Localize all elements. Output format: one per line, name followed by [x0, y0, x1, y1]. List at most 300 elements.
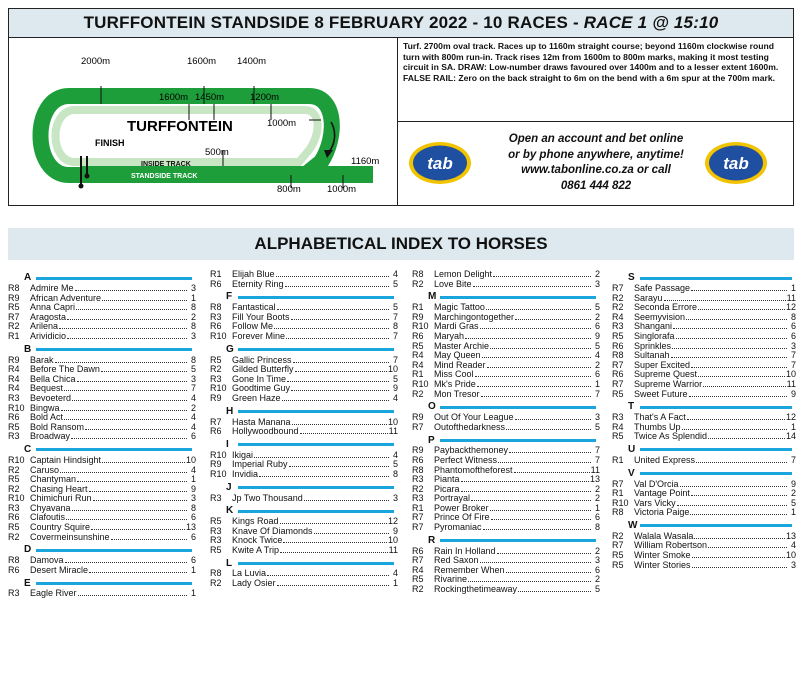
race-number: R5	[612, 559, 624, 570]
horse-number: 4	[190, 421, 196, 432]
letter-label: R	[428, 534, 436, 546]
race-number: R9	[412, 311, 424, 322]
race-number: R10	[412, 321, 429, 332]
horse-name: Safe Passage	[634, 283, 691, 293]
horse-name: Sweet Future	[634, 388, 688, 399]
dot-leader	[111, 539, 187, 540]
dot-leader	[515, 319, 591, 320]
horse-name: Supreme Quest	[634, 369, 698, 380]
race-number: R7	[612, 478, 624, 489]
dot-leader	[487, 367, 591, 368]
marker-1000-bottom: 1000m	[327, 184, 357, 195]
race-number: R8	[210, 302, 222, 313]
horse-number: 5	[594, 340, 600, 351]
horse-number: 2	[790, 488, 796, 499]
horse-row	[612, 390, 796, 400]
dot-leader	[292, 424, 387, 425]
race-number: R1	[612, 454, 624, 465]
dot-leader	[85, 429, 187, 430]
horse-name: Seconda Errore	[634, 302, 698, 313]
race-number: R8	[412, 464, 424, 475]
horse-number: 6	[790, 321, 796, 332]
tab-logo-left	[408, 140, 472, 186]
horse-number: 2	[190, 311, 196, 322]
letter-divider	[238, 486, 394, 489]
horse-number: 5	[392, 278, 398, 289]
race-number: R8	[612, 507, 624, 518]
horse-number: 3	[790, 559, 796, 570]
horse-number: 1	[190, 564, 196, 575]
horse-name: United Express	[634, 454, 696, 465]
horse-number: 11	[786, 378, 796, 389]
dot-leader	[493, 276, 591, 277]
horse-number: 13	[785, 530, 796, 541]
dot-leader	[60, 472, 187, 473]
dot-leader	[506, 572, 591, 573]
horse-name: Eternity Ring	[232, 278, 284, 289]
inside-track-label: INSIDE TRACK	[141, 161, 191, 168]
race-number: R1	[612, 488, 624, 499]
race-number: R1	[412, 302, 424, 313]
horse-number: 2	[594, 493, 600, 504]
dot-leader	[672, 348, 787, 349]
horse-name: Kwite A Trip	[232, 544, 280, 555]
horse-row	[412, 523, 600, 533]
race-number: R7	[412, 522, 424, 533]
advert-line-1: Open an account and bet online	[508, 133, 684, 145]
horse-number: 10	[387, 416, 398, 427]
horse-name: Vantage Point	[634, 488, 690, 499]
race-number: R1	[210, 269, 222, 279]
horse-number: 3	[594, 555, 600, 566]
horse-name: Maryah	[434, 330, 465, 341]
dot-leader	[282, 400, 389, 401]
letter-divider	[440, 439, 596, 442]
letter-label: C	[24, 444, 32, 456]
horse-name: Bold Ransom	[30, 421, 85, 432]
track-map	[8, 38, 398, 206]
dot-leader	[506, 429, 591, 430]
horse-number: 4	[392, 568, 398, 579]
dot-leader	[64, 419, 187, 420]
dot-leader	[671, 357, 787, 358]
race-number: R2	[8, 321, 20, 332]
dot-leader	[72, 510, 187, 511]
horse-name: Captain Hindsight	[30, 454, 102, 465]
horse-name: Portrayal	[434, 493, 471, 504]
horse-name: Chimichuri Run	[30, 493, 92, 504]
dot-leader	[664, 300, 786, 301]
letter-heading	[210, 406, 398, 418]
dot-leader	[490, 510, 591, 511]
horse-name: Gilded Butterfly	[232, 364, 294, 375]
race-number: R2	[412, 388, 424, 399]
dot-leader	[477, 386, 591, 387]
letter-divider	[640, 448, 792, 451]
horse-number: 8	[594, 522, 600, 533]
horse-number: 9	[790, 388, 796, 399]
horse-name: Imperial Ruby	[232, 459, 288, 470]
horse-number: 8	[392, 468, 398, 479]
horse-name: Seemyvision	[634, 311, 686, 322]
dot-leader	[692, 567, 787, 568]
race-number: R5	[412, 574, 424, 585]
horse-number: 8	[190, 321, 196, 332]
dot-leader	[471, 500, 591, 501]
letter-divider	[238, 410, 394, 413]
dot-leader	[277, 585, 389, 586]
horse-number: 4	[790, 540, 796, 551]
horse-name: Aragosta	[30, 311, 67, 322]
race-number: R9	[8, 292, 20, 303]
horse-number: 10	[387, 535, 398, 546]
horse-name: Rivarine	[434, 574, 468, 585]
index-column-3	[412, 270, 600, 595]
horse-name: Super Excited	[634, 359, 691, 370]
dot-leader	[65, 562, 187, 563]
race-number: R5	[412, 340, 424, 351]
horse-number: 2	[594, 311, 600, 322]
dot-leader	[480, 328, 591, 329]
race-number: R7	[612, 378, 624, 389]
race-number: R5	[612, 431, 624, 442]
letter-divider	[36, 448, 192, 451]
dot-leader	[691, 367, 787, 368]
horse-number: 9	[594, 330, 600, 341]
race-number: R4	[612, 311, 624, 322]
race-number: R3	[210, 535, 222, 546]
dot-leader	[690, 514, 787, 515]
horse-number: 6	[594, 321, 600, 332]
horse-name: Follow Me	[232, 321, 274, 332]
letter-divider	[36, 582, 192, 585]
letter-divider	[640, 524, 792, 527]
horse-number: 9	[392, 525, 398, 536]
horse-number: 2	[190, 402, 196, 413]
horse-name: Hasta Manana	[232, 416, 291, 427]
race-number: R3	[210, 525, 222, 536]
horse-number: 1	[190, 474, 196, 485]
horse-row	[412, 280, 600, 290]
letter-divider	[36, 277, 192, 280]
horse-number: 1	[790, 283, 796, 293]
horse-name: Eagle River	[30, 588, 77, 599]
letter-divider	[238, 443, 394, 446]
horse-number: 3	[594, 412, 600, 423]
race-number: R3	[210, 373, 222, 384]
horse-name: Bingwa	[30, 402, 60, 413]
dot-leader	[692, 557, 785, 558]
horse-number: 1	[790, 421, 796, 432]
race-number: R3	[612, 412, 624, 423]
horse-name: Bequest	[30, 383, 64, 394]
horse-number: 4	[190, 392, 196, 403]
letter-label: V	[628, 467, 635, 479]
dot-leader	[280, 552, 388, 553]
horse-name: Out Of Your League	[434, 412, 514, 423]
dot-leader	[468, 581, 591, 582]
horse-number: 9	[190, 483, 196, 494]
horse-number: 5	[594, 584, 600, 595]
dot-leader	[102, 462, 185, 463]
dot-leader	[101, 371, 187, 372]
horse-number: 8	[392, 321, 398, 332]
letter-label: D	[24, 544, 32, 556]
horse-number: 10	[785, 369, 796, 380]
race-number: R2	[210, 364, 222, 375]
dot-leader	[497, 553, 591, 554]
letter-heading	[210, 439, 398, 451]
horse-name: Picara	[434, 483, 460, 494]
horse-number: 1	[190, 588, 196, 599]
horse-name: William Robertson	[634, 540, 708, 551]
race-number: R7	[412, 512, 424, 523]
horse-number: 6	[594, 564, 600, 575]
horse-row	[8, 566, 196, 576]
advert-line-3[interactable]: www.tabonline.co.za or call	[521, 164, 671, 176]
letter-label: K	[226, 505, 234, 517]
dot-leader	[274, 328, 389, 329]
dot-leader	[285, 286, 389, 287]
letter-divider	[238, 562, 394, 565]
dot-leader	[461, 491, 591, 492]
dot-leader	[67, 319, 187, 320]
letter-label: S	[628, 272, 635, 284]
horse-number: 7	[594, 388, 600, 399]
horse-name: Before The Dawn	[30, 364, 100, 375]
dot-leader	[61, 410, 187, 411]
dot-leader	[498, 462, 591, 463]
index-column-1	[8, 270, 196, 599]
marker-1600-inner: 1600m	[159, 92, 189, 103]
dot-leader	[55, 362, 187, 363]
dot-leader	[461, 481, 589, 482]
horse-number: 3	[594, 278, 600, 289]
letter-label: I	[226, 438, 229, 450]
horse-number: 5	[790, 497, 796, 508]
race-number: R7	[612, 540, 624, 551]
advert-phone: 0861 444 822	[560, 179, 632, 192]
horse-name: Sprinkles	[634, 340, 672, 351]
horse-number: 7	[190, 383, 196, 394]
letter-label: U	[628, 444, 636, 456]
dot-leader	[72, 400, 187, 401]
race-number: R4	[612, 421, 624, 432]
dot-leader	[280, 523, 387, 524]
race-number: R5	[8, 474, 20, 485]
letter-label: W	[628, 520, 638, 532]
horse-number: 3	[790, 340, 796, 351]
dot-leader	[59, 328, 187, 329]
race-number: R8	[612, 350, 624, 361]
horse-name: Outofthedarkness	[434, 421, 506, 432]
horse-number: 6	[790, 330, 796, 341]
letter-divider	[238, 510, 394, 513]
dot-leader	[694, 538, 785, 539]
horse-name: Power Broker	[434, 502, 489, 513]
letter-divider	[238, 296, 394, 299]
race-number: R5	[210, 354, 222, 365]
dot-leader	[515, 419, 591, 420]
race-number: R4	[412, 564, 424, 575]
horse-number: 8	[190, 502, 196, 513]
horse-row	[210, 394, 398, 404]
horse-name: Rockingthetimeaway	[434, 584, 518, 595]
race-number: R10	[210, 330, 227, 341]
race-number: R9	[412, 445, 424, 456]
dot-leader	[66, 519, 187, 520]
marker-1200: 1200m	[250, 92, 280, 103]
horse-number: 6	[594, 369, 600, 380]
horse-name: Admire Me	[30, 283, 74, 293]
dot-leader	[696, 462, 787, 463]
horse-name: Rain In Holland	[434, 545, 496, 556]
dot-leader	[687, 419, 785, 420]
dot-leader	[518, 591, 591, 592]
horse-row	[412, 423, 600, 433]
horse-name: Shangani	[634, 321, 673, 332]
horse-number: 11	[388, 544, 398, 555]
race-number: R6	[412, 330, 424, 341]
horse-number: 6	[190, 512, 196, 523]
dot-leader	[509, 452, 591, 453]
marker-1400: 1400m	[237, 56, 267, 67]
dot-leader	[291, 319, 389, 320]
horse-number: 8	[190, 354, 196, 365]
race-number: R2	[412, 584, 424, 595]
horse-name: Perfect Witness	[434, 454, 498, 465]
race-number: R1	[412, 369, 424, 380]
race-number: R3	[8, 392, 20, 403]
horse-number: 3	[190, 283, 196, 293]
horse-row	[210, 427, 398, 437]
tab-logo-left-text: tab	[427, 154, 453, 173]
horse-name: Barak	[30, 354, 54, 365]
horse-name: Kings Road	[232, 516, 279, 527]
dot-leader	[259, 476, 389, 477]
dot-leader	[691, 495, 787, 496]
horse-row	[8, 432, 196, 442]
horse-number: 1	[190, 292, 196, 303]
horse-number: 5	[594, 421, 600, 432]
dot-leader	[475, 376, 591, 377]
horse-name: Winter Smoke	[634, 550, 691, 561]
horse-number: 6	[190, 555, 196, 566]
horse-name: Red Saxon	[434, 555, 479, 566]
horse-name: African Adventure	[30, 292, 102, 303]
dot-leader	[304, 500, 389, 501]
horse-name: Goodtime Guy	[232, 383, 291, 394]
horse-name: Arividicio	[30, 330, 67, 341]
horse-number: 7	[392, 354, 398, 365]
dot-leader	[486, 309, 591, 310]
horse-name: Marchingontogether	[434, 311, 515, 322]
horse-name: Mk's Pride	[434, 378, 476, 389]
horse-number: 2	[594, 269, 600, 279]
dot-leader	[708, 438, 785, 439]
horse-number: 2	[594, 359, 600, 370]
dot-leader	[276, 276, 389, 277]
horse-name: Mon Tresor	[434, 388, 480, 399]
race-number: R4	[8, 364, 20, 375]
race-number: R5	[8, 421, 20, 432]
dot-leader	[75, 290, 187, 291]
letter-divider	[440, 539, 596, 542]
horse-number: 7	[790, 359, 796, 370]
horse-row	[612, 561, 796, 571]
horse-name: Caruso	[30, 464, 60, 475]
horse-name: Knave Of Diamonds	[232, 525, 313, 536]
race-number: R7	[412, 421, 424, 432]
race-number: R8	[412, 269, 424, 279]
horse-name: Chyavana	[30, 502, 71, 513]
race-number: R6	[8, 412, 20, 423]
letter-label: H	[226, 405, 234, 417]
page-header	[8, 8, 794, 38]
race-number: R7	[612, 283, 624, 293]
race-number: R6	[8, 512, 20, 523]
horse-number: 4	[392, 269, 398, 279]
letter-label: A	[24, 272, 32, 284]
letter-divider	[640, 277, 792, 280]
race-number: R4	[412, 359, 424, 370]
dot-leader	[481, 396, 591, 397]
horse-name: Fill Your Boots	[232, 311, 290, 322]
horse-name: Desert Miracle	[30, 564, 89, 575]
horse-name: Arilena	[30, 321, 59, 332]
horse-number: 9	[392, 383, 398, 394]
horse-number: 12	[785, 302, 796, 313]
race-number: R2	[412, 278, 424, 289]
horse-number: 13	[589, 474, 600, 485]
horse-number: 5	[392, 373, 398, 384]
horse-name: Invidia	[232, 468, 259, 479]
dot-leader	[77, 481, 187, 482]
dot-leader	[490, 348, 591, 349]
index-title: ALPHABETICAL INDEX TO HORSES	[8, 228, 794, 260]
horse-name: Winter Stories	[634, 559, 691, 570]
race-number: R5	[210, 516, 222, 527]
horse-name: Bella Chica	[30, 373, 76, 384]
dot-leader	[676, 338, 787, 339]
horse-number: 1	[392, 578, 398, 589]
race-number: R3	[8, 502, 20, 513]
horse-number: 1	[594, 378, 600, 389]
horse-name: Chantyman	[30, 474, 77, 485]
horse-row	[210, 280, 398, 290]
horse-name: Vars Vicky	[634, 497, 676, 508]
race-number: R7	[412, 555, 424, 566]
horse-name: Jp Two Thousand	[232, 492, 303, 503]
horse-number: 3	[392, 492, 398, 503]
page-title: TURFFONTEIN STANDSIDE 8 FEBRUARY 2022 - 10 RACES - RACE 1 @ 15:10	[83, 13, 719, 32]
dot-leader	[64, 390, 187, 391]
horse-number: 5	[594, 302, 600, 313]
letter-label: E	[24, 577, 31, 589]
dot-leader	[483, 529, 591, 530]
horse-row	[8, 332, 196, 342]
dot-leader	[77, 381, 187, 382]
race-number: R10	[8, 402, 25, 413]
race-number: R2	[8, 483, 20, 494]
dot-leader	[293, 362, 389, 363]
horse-row	[612, 432, 796, 442]
race-number: R4	[412, 350, 424, 361]
horse-row	[612, 508, 796, 518]
race-number: R2	[8, 531, 20, 542]
letter-label: P	[428, 434, 435, 446]
horse-name: Country Squire	[30, 522, 91, 533]
